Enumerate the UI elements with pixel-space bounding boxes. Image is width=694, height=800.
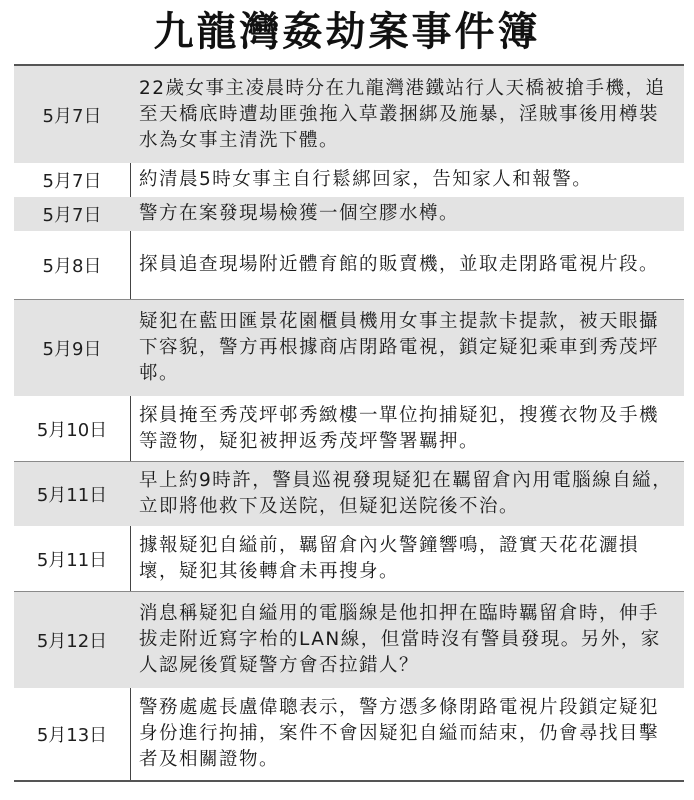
table-row	[14, 688, 684, 780]
row-description: 消息稱疑犯自縊用的電腦線是他扣押在臨時羈留倉時，伸手拔走附近寫字枱的LAN線，但當時沒有警員發現。另外，家人認屍後質疑警方會否拉錯人？	[139, 603, 661, 676]
row-description: 約清晨5時女事主自行鬆綁回家，告知家人和報警。	[139, 169, 593, 190]
row-date: 5月8日	[42, 256, 102, 277]
timeline-table	[14, 64, 684, 782]
row-description: 探員追查現場附近體育館的販賣機，並取走閉路電視片段。	[139, 254, 660, 275]
row-date: 5月7日	[42, 171, 102, 192]
row-date: 5月11日	[36, 485, 108, 506]
page-title: 九龍灣姦劫案事件簿	[153, 9, 541, 55]
row-date: 5月9日	[42, 339, 102, 360]
table-row	[14, 197, 684, 231]
row-description: 警務處處長盧偉聰表示，警方憑多條閉路電視片段鎖定疑犯身份進行拘捕，案件不會因疑犯自縊而結束，仍會尋找目擊者及相關證物。	[139, 697, 660, 770]
table-row	[14, 299, 684, 396]
row-date: 5月7日	[42, 105, 102, 127]
table-row	[14, 231, 684, 299]
table-row	[14, 461, 684, 526]
row-date: 5月13日	[36, 725, 108, 746]
row-date: 5月11日	[36, 549, 108, 571]
row-date: 5月10日	[36, 419, 108, 441]
row-date: 5月12日	[36, 631, 108, 652]
table-row	[14, 396, 684, 461]
table-row	[14, 66, 684, 163]
table-row	[14, 526, 684, 591]
row-description: 據報疑犯自縊前，羈留倉內火警鐘響鳴，證實天花花灑損壞，疑犯其後轉倉未再搜身。	[139, 534, 640, 582]
table-row	[14, 163, 684, 197]
row-description: 早上約9時許，警員巡視發現疑犯在羈留倉內用電腦線自縊，立即將他救下及送院，但疑犯送院後不治。	[139, 470, 673, 517]
row-description: 疑犯在藍田匯景花園櫃員機用女事主提款卡提款，被天眼攝下容貌，警方再根據商店閉路電視，鎖定疑犯乘車到秀茂坪邨。	[139, 311, 660, 384]
row-description: 探員掩至秀茂坪邨秀緻樓一單位拘捕疑犯，搜獲衣物及手機等證物，疑犯被押返秀茂坪警署羈押。	[139, 404, 660, 452]
row-description: 22歲女事主凌晨時分在九龍灣港鐵站行人天橋被搶手機，追至天橋底時遭劫匪強拖入草叢捆綁及施暴，淫賊事後用樽裝水為女事主清洗下體。	[139, 77, 666, 151]
row-date: 5月7日	[42, 205, 102, 226]
table-row	[14, 591, 684, 688]
row-description: 警方在案發現場檢獲一個空膠水樽。	[139, 203, 460, 224]
